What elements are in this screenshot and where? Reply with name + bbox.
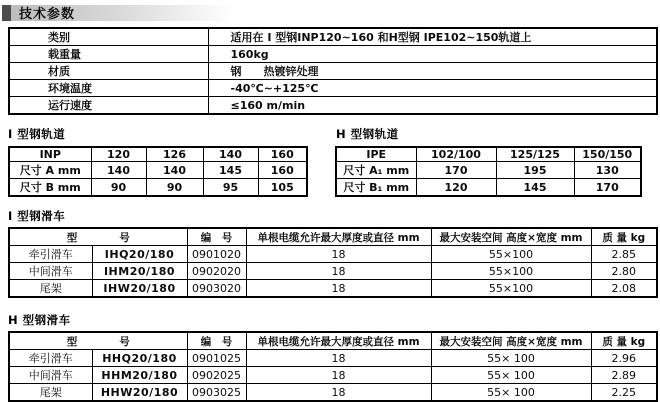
table-header-cell: 102/100 [416, 147, 496, 162]
table-cell: 2.08 [591, 280, 657, 298]
table-cell: 160 [258, 162, 307, 179]
table-cell: 中间滑车 [9, 367, 92, 384]
table-cell: IHW20/180 [92, 280, 187, 298]
table-cell: 140 [146, 162, 203, 179]
table-cell: 尾架 [9, 280, 92, 298]
table-header-cell: 160 [258, 147, 307, 162]
table-cell: 140 [91, 162, 146, 179]
table-cell: 145 [203, 162, 258, 179]
param-row [9, 80, 657, 97]
table-cell: 55× 100 [431, 350, 591, 367]
table-row [9, 246, 657, 263]
table-header-cell: 编 号 [187, 332, 246, 350]
table-cell: HHW20/180 [92, 384, 187, 402]
table-cell: 0901020 [187, 246, 246, 263]
table-header-cell: 质 量 kg [591, 332, 657, 350]
i-rail-table [8, 146, 308, 197]
table-cell: 55×100 [431, 246, 591, 263]
page-title: 技术参数 [19, 7, 76, 22]
table-cell: 18 [246, 350, 431, 367]
table-header-cell: IPE [336, 147, 416, 162]
table-cell: 2.96 [591, 350, 657, 367]
table-cell: 2.85 [591, 246, 657, 263]
i-trolley-table [8, 227, 658, 298]
table-row [9, 384, 657, 402]
param-row [9, 97, 657, 115]
table-cell: 18 [246, 246, 431, 263]
table-header-cell: 120 [91, 147, 146, 162]
table-cell: 中间滑车 [9, 263, 92, 280]
table-cell: 0902020 [187, 263, 246, 280]
table-row [9, 263, 657, 280]
param-label: 载重量 [9, 46, 208, 63]
table-row [9, 162, 307, 179]
table-header-cell: 最大安装空间 高度×宽度 mm [431, 332, 591, 350]
table-row [9, 280, 657, 298]
param-value: 钢 热镀锌处理 [208, 63, 657, 80]
table-cell: HHQ20/180 [92, 350, 187, 367]
table-cell: 2.25 [591, 384, 657, 402]
table-cell: 0902025 [187, 367, 246, 384]
table-cell: 尺寸 B₁ mm [336, 179, 416, 197]
table-row [9, 147, 307, 162]
table-cell: 90 [146, 179, 203, 197]
table-header-cell: 140 [203, 147, 258, 162]
table-cell: 170 [416, 162, 496, 179]
table-header-row [9, 332, 657, 350]
table-header-cell: 型 号 [9, 332, 187, 350]
table-cell: HHM20/180 [92, 367, 187, 384]
table-cell: 95 [203, 179, 258, 197]
table-cell: 170 [574, 179, 641, 197]
param-label: 材质 [9, 63, 208, 80]
param-value: 适用在 I 型钢INP120~160 和H型钢 IPE102~150轨道上 [208, 28, 657, 46]
table-cell: 130 [574, 162, 641, 179]
table-header-cell: 编 号 [187, 228, 246, 246]
table-cell: 0903025 [187, 384, 246, 402]
table-header-cell: 126 [146, 147, 203, 162]
table-cell: 145 [496, 179, 574, 197]
table-cell: 尺寸 A mm [9, 162, 91, 179]
section-heading-h-trolley: H 型钢滑车 [8, 313, 71, 327]
table-cell: IHM20/180 [92, 263, 187, 280]
param-value: -40℃~+125℃ [208, 80, 657, 97]
table-header-cell: 150/150 [574, 147, 641, 162]
table-cell: 18 [246, 280, 431, 298]
section-heading-i-rail: I 型钢轨道 [8, 127, 66, 141]
table-header-cell: 质 量 kg [591, 228, 657, 246]
table-row [9, 367, 657, 384]
param-row [9, 28, 657, 46]
h-trolley-table [8, 331, 658, 402]
table-header-cell: 最大安装空间 高度×宽度 mm [431, 228, 591, 246]
table-cell: 55× 100 [431, 384, 591, 402]
param-label: 环境温度 [9, 80, 208, 97]
table-cell: 18 [246, 263, 431, 280]
table-header-cell: INP [9, 147, 91, 162]
table-cell: 55×100 [431, 280, 591, 298]
table-row [336, 179, 641, 197]
table-cell: 尺寸 B mm [9, 179, 91, 197]
table-cell: 尺寸 A₁ mm [336, 162, 416, 179]
table-row [336, 162, 641, 179]
section-heading-h-rail: H 型钢轨道 [336, 127, 399, 141]
table-cell: 尾架 [9, 384, 92, 402]
table-cell: IHQ20/180 [92, 246, 187, 263]
table-row [9, 179, 307, 197]
table-header-cell: 125/125 [496, 147, 574, 162]
param-value: ≤160 m/min [208, 97, 657, 115]
table-header-row [9, 228, 657, 246]
table-cell: 105 [258, 179, 307, 197]
table-header-cell: 型 号 [9, 228, 187, 246]
table-row [336, 147, 641, 162]
param-row [9, 63, 657, 80]
h-rail-table [335, 146, 642, 197]
table-cell: 55× 100 [431, 367, 591, 384]
tech-params-banner [2, 4, 252, 21]
table-cell: 195 [496, 162, 574, 179]
table-cell: 2.89 [591, 367, 657, 384]
table-header-cell: 单根电缆允许最大厚度或直径 mm [246, 228, 431, 246]
table-cell: 120 [416, 179, 496, 197]
table-cell: 90 [91, 179, 146, 197]
table-cell: 2.80 [591, 263, 657, 280]
table-row [9, 350, 657, 367]
table-cell: 0901025 [187, 350, 246, 367]
param-value: 160kg [208, 46, 657, 63]
table-cell: 18 [246, 384, 431, 402]
table-cell: 55×100 [431, 263, 591, 280]
param-row [9, 46, 657, 63]
param-label: 运行速度 [9, 97, 208, 115]
banner-accent-block [2, 5, 11, 21]
param-label: 类别 [9, 28, 208, 46]
banner-gradient-band [11, 5, 252, 21]
table-header-cell: 单根电缆允许最大厚度或直径 mm [246, 332, 431, 350]
table-cell: 0903020 [187, 280, 246, 298]
params-table [8, 27, 658, 115]
section-heading-i-trolley: I 型钢滑车 [8, 209, 66, 223]
table-cell: 18 [246, 367, 431, 384]
table-cell: 牵引滑车 [9, 350, 92, 367]
table-cell: 牵引滑车 [9, 246, 92, 263]
